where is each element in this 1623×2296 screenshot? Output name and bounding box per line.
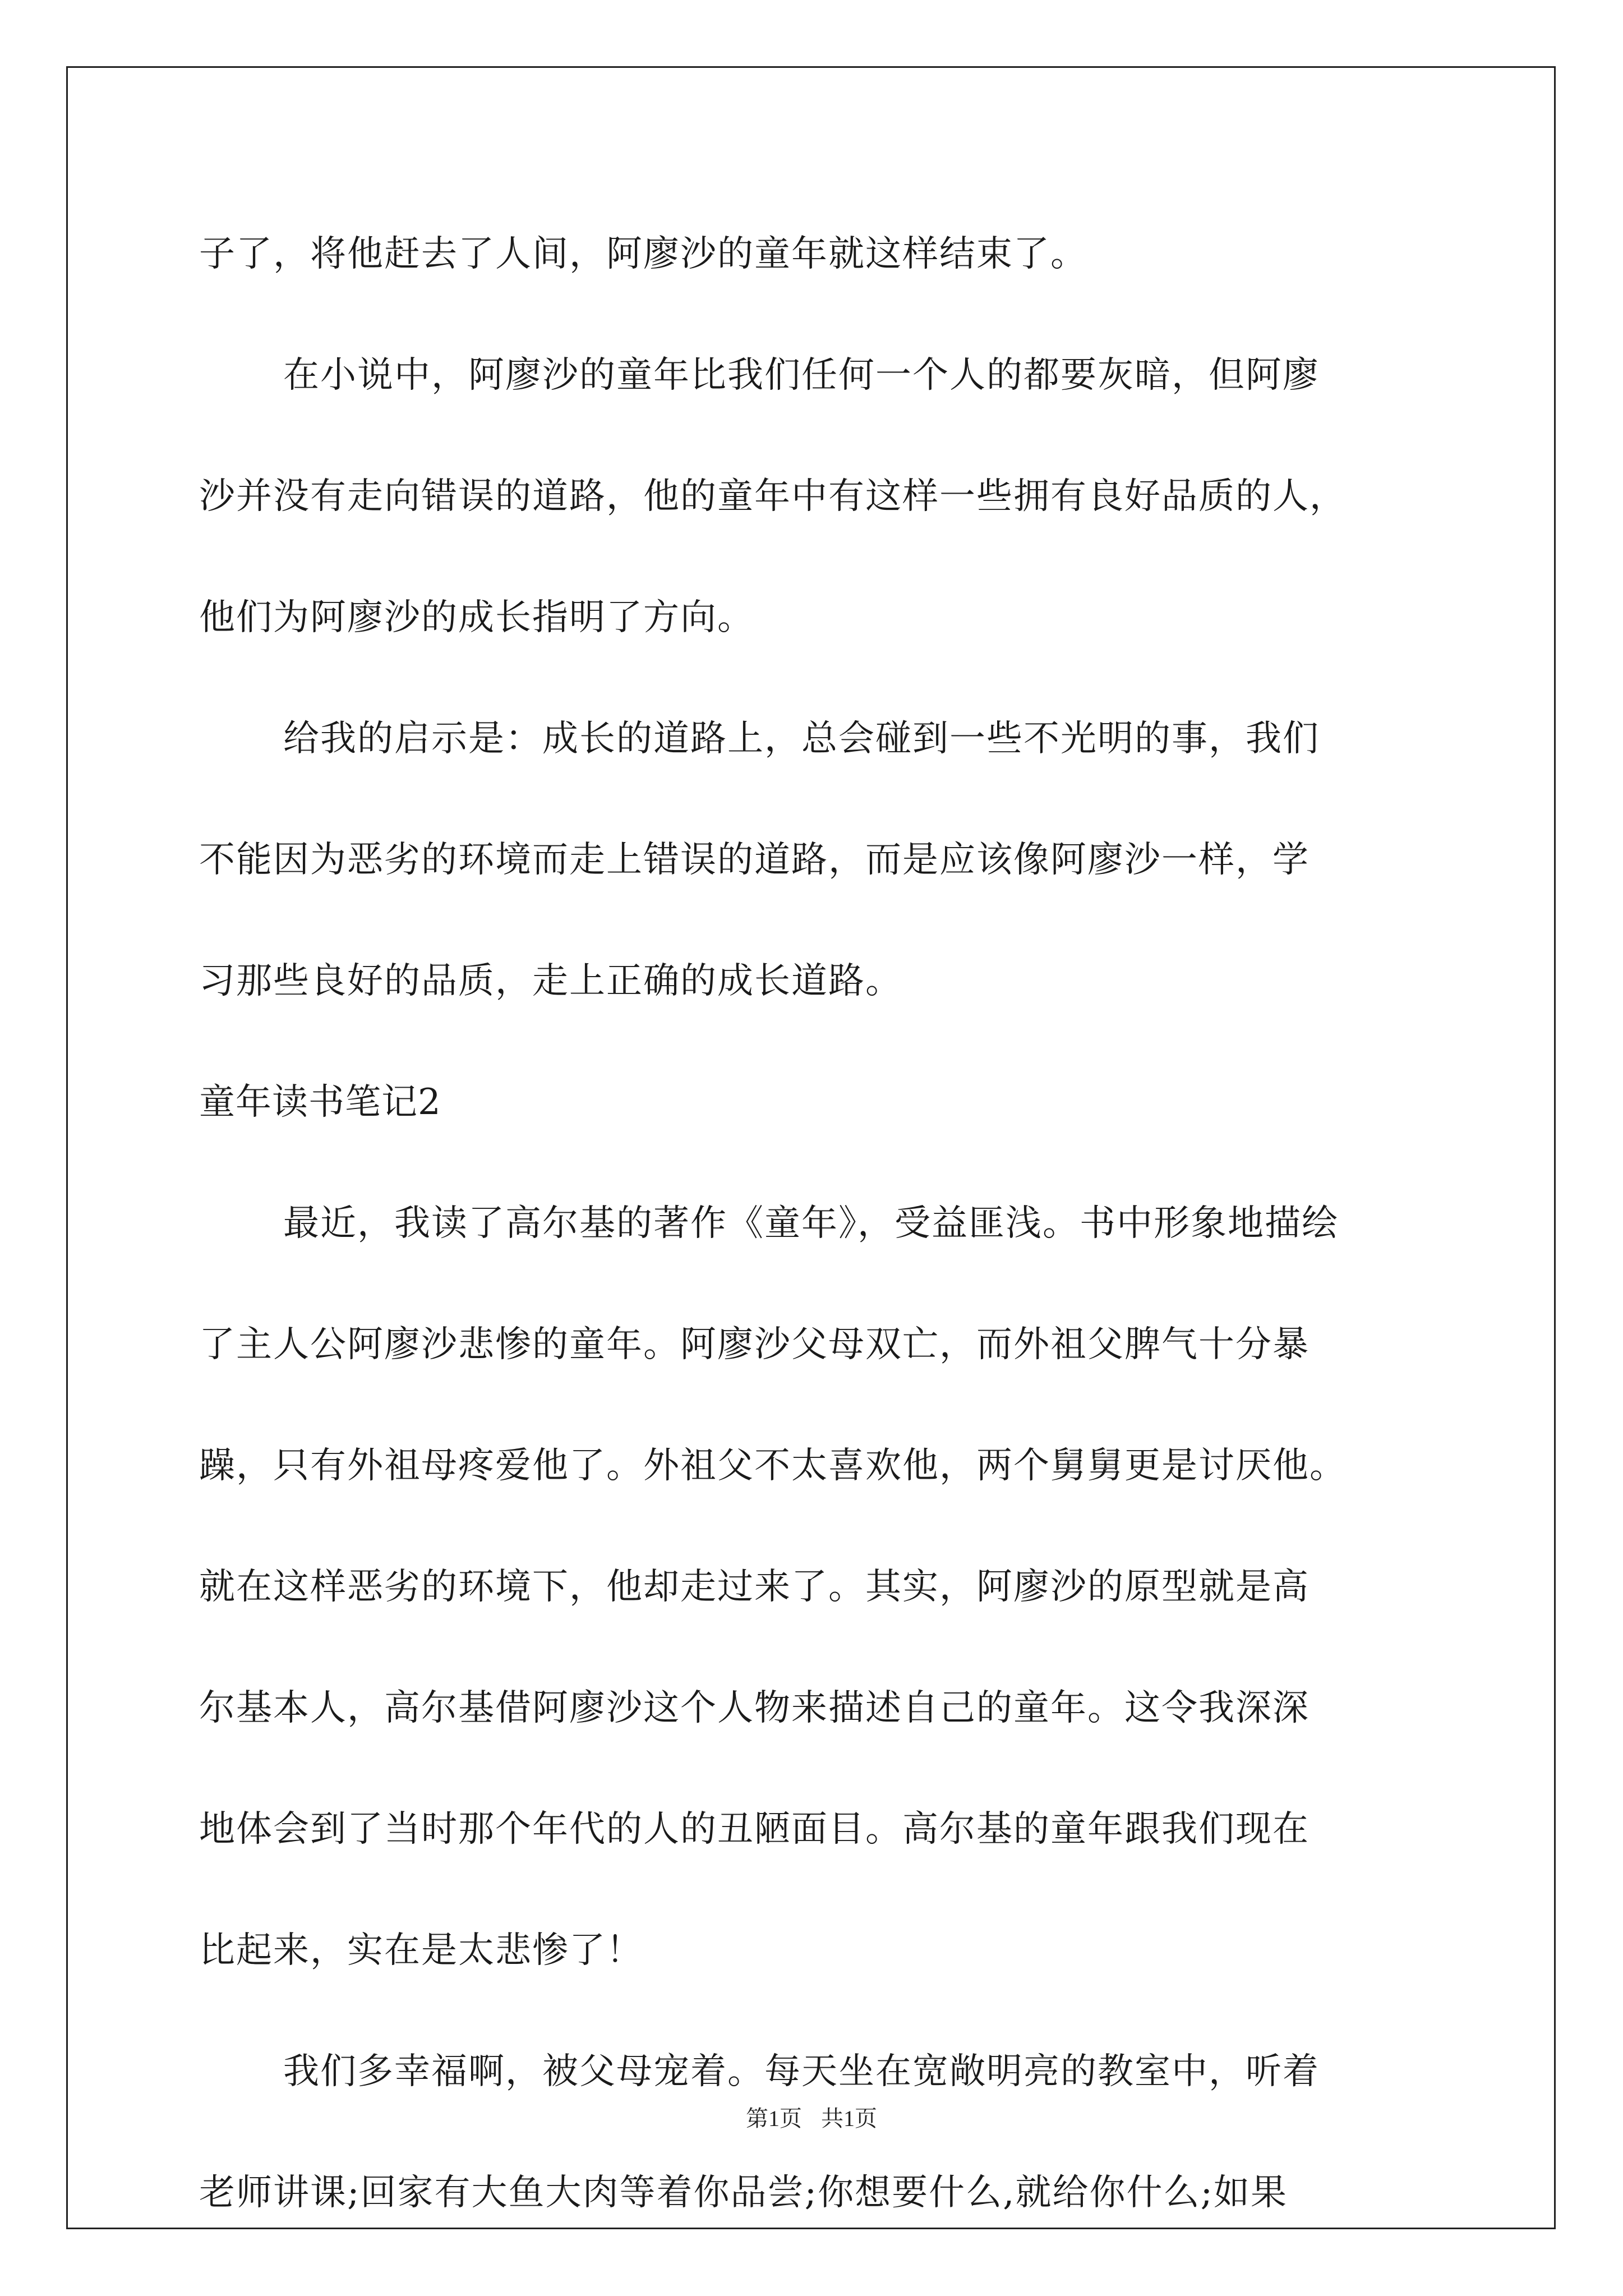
page-footer [0,2101,1623,2133]
text-line: 地体会到了当时那个年代的人的丑陋面目。高尔基的童年跟我们现在 [199,1809,1310,1850]
page-total: 共1页 [821,2106,877,2131]
text-line: 尔基本人，高尔基借阿廖沙这个人物来描述自己的童年。这令我深深 [199,1687,1310,1729]
text-line: 在小说中，阿廖沙的童年比我们任何一个人的都要灰暗，但阿廖 [283,355,1320,396]
paragraph-3 [199,678,1427,1042]
text-line: 就在这样恶劣的环境下，他却走过来了。其实，阿廖沙的原型就是高 [199,1566,1310,1608]
paragraph-1 [199,194,1427,315]
paragraph-4 [199,1163,1427,2011]
text-line: 习那些良好的品质，走上正确的成长道路。 [199,960,902,1002]
text-line: 他们为阿廖沙的成长指明了方向。 [199,597,754,638]
text-line: 不能因为恶劣的环境而走上错误的道路，而是应该像阿廖沙一样，学 [199,839,1310,881]
paragraph-2 [199,315,1427,678]
section-title: 童年读书笔记2 [199,1082,441,1123]
text-line: 最近，我读了高尔基的著作《童年》，受益匪浅。书中形象地描绘 [283,1203,1339,1244]
text-line: 我们多幸福啊，被父母宠着。每天坐在宽敞明亮的教室中，听着 [283,2051,1320,2092]
page-number: 第1页 [746,2106,802,2131]
text-line: 了主人公阿廖沙悲惨的童年。阿廖沙父母双亡，而外祖父脾气十分暴 [199,1324,1310,1365]
text-line: 比起来，实在是太悲惨了！ [199,1930,643,1971]
text-line: 子了，将他赶去了人间，阿廖沙的童年就这样结束了。 [199,233,1087,275]
text-line: 躁，只有外祖母疼爱他了。外祖父不太喜欢他，两个舅舅更是讨厌他。 [199,1445,1347,1487]
text-line: 给我的启示是：成长的道路上，总会碰到一些不光明的事，我们 [283,718,1320,760]
text-line: 沙并没有走向错误的道路，他的童年中有这样一些拥有良好品质的人， [199,476,1347,517]
document-body [199,194,1427,2253]
text-line: 老师讲课;回家有大鱼大肉等着你品尝;你想要什么,就给你什么;如果 [199,2172,1288,2214]
